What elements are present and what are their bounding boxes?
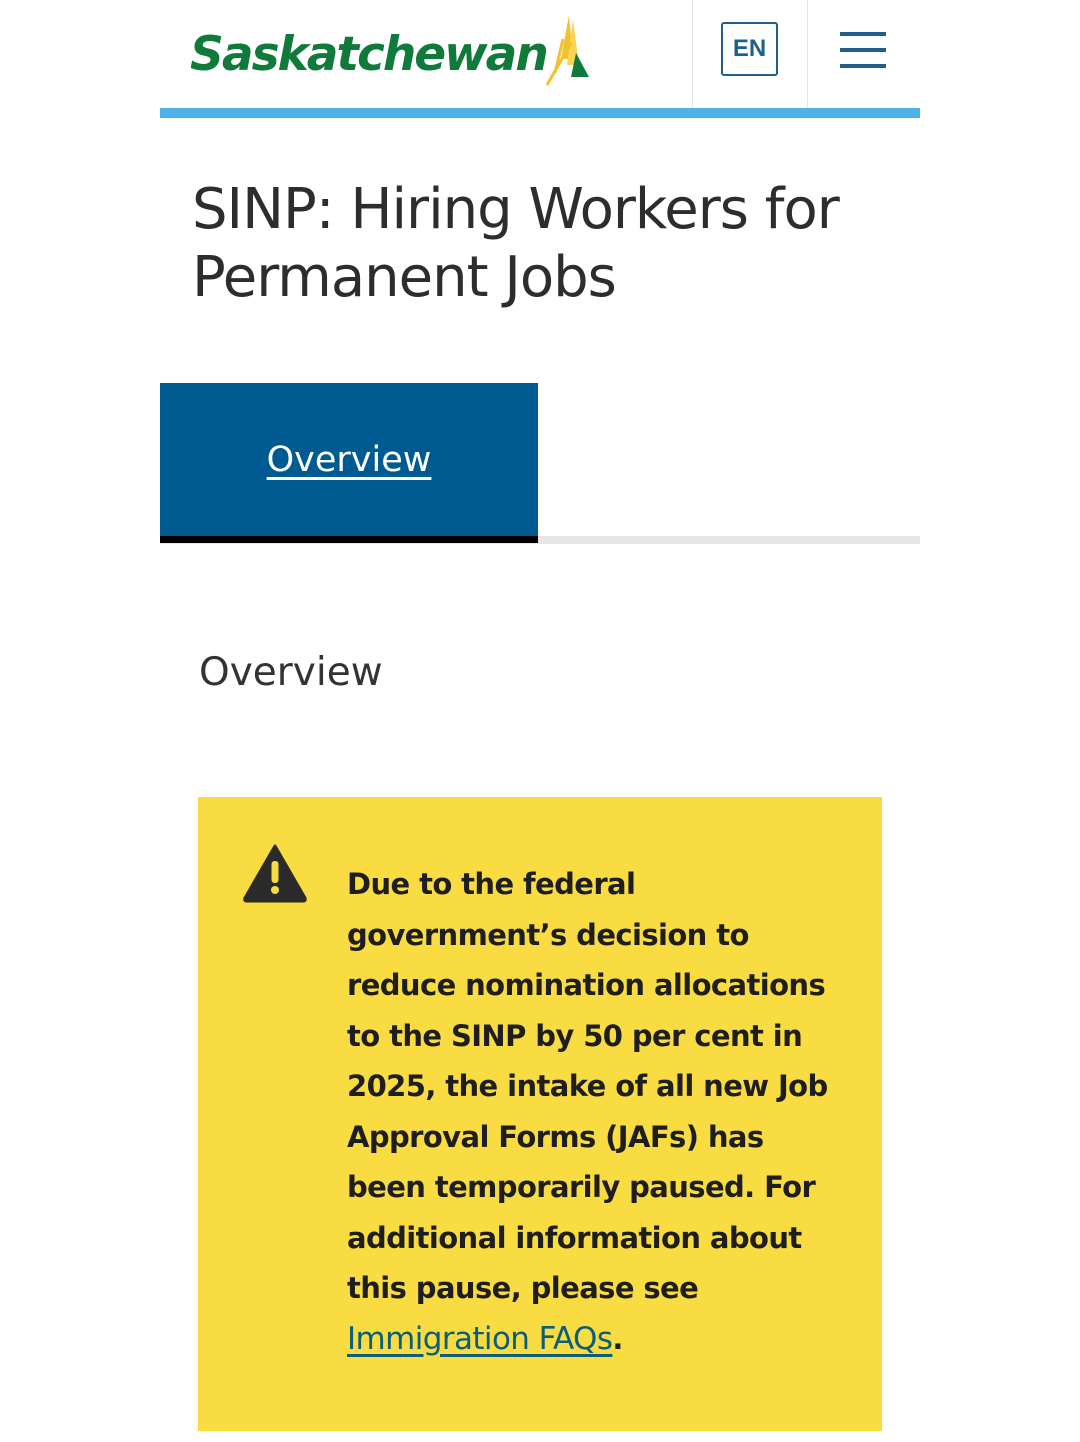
header-accent-bar — [160, 108, 920, 118]
header-divider — [692, 0, 693, 108]
warning-alert — [198, 797, 882, 1431]
warning-icon — [242, 843, 308, 903]
tab-overview[interactable] — [160, 383, 538, 543]
hamburger-menu-icon[interactable] — [840, 28, 886, 72]
alert-message — [347, 859, 837, 1364]
alert-end-punctuation: . — [612, 1321, 623, 1356]
page-title: SINP: Hiring Workers for Permanent Jobs — [192, 177, 839, 310]
tab-overview-label[interactable]: Overview — [266, 439, 432, 480]
header-divider — [807, 0, 808, 108]
alert-message-text: Due to the federal government’s decision to reduce nomination allocations to the SINP by 50 per cent in 2025, the intake of all new Job Approval Forms (JAFs) has been temporarily paused. For additional information about this pause, please see — [347, 867, 828, 1305]
wheat-icon — [543, 13, 591, 89]
saskatchewan-logo[interactable] — [190, 14, 591, 94]
logo-wordmark: Saskatchewan — [190, 26, 547, 82]
section-heading: Overview — [199, 650, 383, 695]
language-button[interactable]: EN — [721, 22, 778, 76]
site-header — [160, 0, 920, 108]
immigration-faqs-link[interactable]: Immigration FAQs — [347, 1320, 613, 1357]
